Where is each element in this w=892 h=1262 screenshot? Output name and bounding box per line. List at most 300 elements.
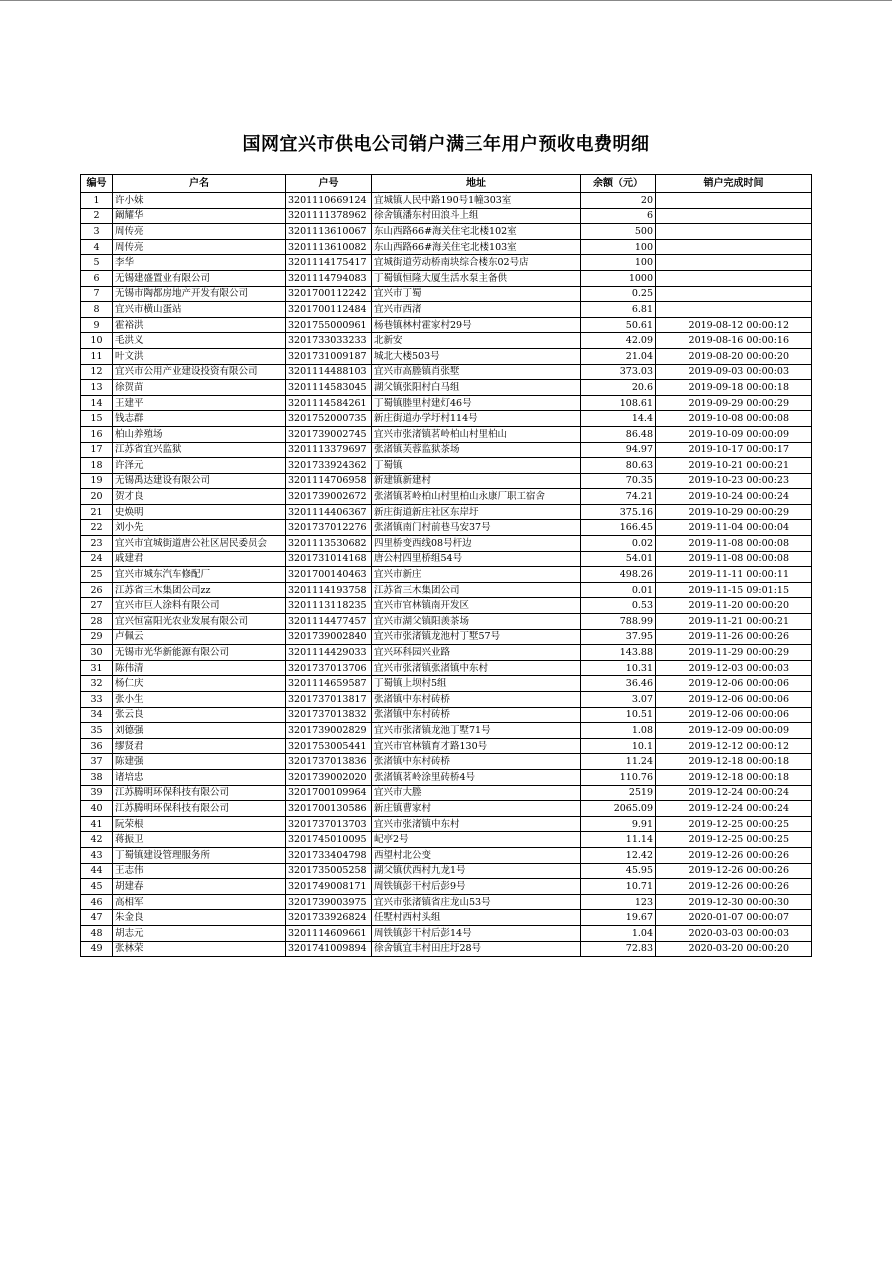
table-row [81,660,812,676]
column-header-address: 地址 [372,175,581,193]
balance-amount-cell: 10.71 [581,879,656,895]
account-number-cell: 3201737013832 [286,707,372,723]
row-number-cell: 21 [81,504,113,520]
table-row [81,239,812,255]
table-header-row [81,175,812,193]
table-row [81,520,812,536]
closing-time-cell [656,208,812,224]
closing-time-cell [656,255,812,271]
address-cell: 宜兴市张渚镇张渚镇中东村 [372,660,581,676]
balance-amount-cell: 11.14 [581,832,656,848]
customer-name-cell: 许小妹 [113,193,286,209]
customer-name-cell: 阚耀华 [113,208,286,224]
customer-name-cell: 无锡禹达建设有限公司 [113,473,286,489]
row-number-cell: 15 [81,411,113,427]
row-number-cell: 41 [81,816,113,832]
balance-amount-cell: 0.53 [581,598,656,614]
address-cell: 湖父镇张阳村白马组 [372,380,581,396]
address-cell: 宜兴市官林镇南开发区 [372,598,581,614]
closing-time-cell: 2019-12-06 00:00:06 [656,692,812,708]
closing-time-cell: 2019-09-29 00:00:29 [656,395,812,411]
address-cell: 张渚镇中东村砖桥 [372,692,581,708]
balance-amount-cell: 123 [581,894,656,910]
closing-time-cell: 2019-10-24 00:00:24 [656,489,812,505]
table-row [81,879,812,895]
address-cell: 西望村北公变 [372,847,581,863]
column-header-name: 户名 [113,175,286,193]
address-cell: 唐公村四里桥组54号 [372,551,581,567]
table-row [81,941,812,957]
account-number-cell: 3201739002840 [286,629,372,645]
account-number-cell: 3201113118235 [286,598,372,614]
address-cell: 新庄镇曹家村 [372,801,581,817]
customer-name-cell: 霍裕洪 [113,317,286,333]
balance-amount-cell: 6 [581,208,656,224]
balance-amount-cell: 10.1 [581,738,656,754]
customer-name-cell: 高相军 [113,894,286,910]
column-header-closing-time: 销户完成时间 [656,175,812,193]
address-cell: 屺亭2号 [372,832,581,848]
account-number-cell: 3201114706958 [286,473,372,489]
customer-name-cell: 钱志群 [113,411,286,427]
closing-time-cell: 2019-12-06 00:00:06 [656,707,812,723]
customer-name-cell: 张小生 [113,692,286,708]
customer-name-cell: 李华 [113,255,286,271]
account-number-cell: 3201110669124 [286,193,372,209]
address-cell: 宜兴市新庄 [372,567,581,583]
row-number-cell: 36 [81,738,113,754]
balance-amount-cell: 6.81 [581,302,656,318]
customer-name-cell: 阮荣根 [113,816,286,832]
table-row [81,380,812,396]
table-row [81,863,812,879]
customer-name-cell: 朱金良 [113,910,286,926]
closing-time-cell: 2019-11-26 00:00:26 [656,629,812,645]
account-number-cell: 3201733033233 [286,333,372,349]
balance-amount-cell: 37.95 [581,629,656,645]
address-cell: 江苏省三木集团公司 [372,582,581,598]
table-row [81,473,812,489]
top-border-line [0,0,892,1]
page-title: 国网宜兴市供电公司销户满三年用户预收电费明细 [242,134,650,155]
row-number-cell: 5 [81,255,113,271]
table-row [81,723,812,739]
account-number-cell: 3201739002020 [286,769,372,785]
customer-name-cell: 宜兴恒富阳光农业发展有限公司 [113,614,286,630]
account-number-cell: 3201733404798 [286,847,372,863]
row-number-cell: 22 [81,520,113,536]
address-cell: 湖父镇伏西村九龙1号 [372,863,581,879]
balance-amount-cell: 3.07 [581,692,656,708]
closing-time-cell: 2019-12-24 00:00:24 [656,801,812,817]
address-cell: 宜兴市张渚镇中东村 [372,816,581,832]
address-cell: 丁蜀镇恒隆大厦生活水泵主备供 [372,270,581,286]
customer-name-cell: 宜兴市宜城街道唐公社区居民委员会 [113,536,286,552]
row-number-cell: 32 [81,676,113,692]
table-row [81,567,812,583]
account-number-cell: 3201733924362 [286,458,372,474]
customer-name-cell: 江苏腾明环保科技有限公司 [113,801,286,817]
table-row [81,426,812,442]
balance-amount-cell: 0.01 [581,582,656,598]
balance-amount-cell: 14.4 [581,411,656,427]
row-number-cell: 8 [81,302,113,318]
customer-name-cell: 江苏省三木集团公司zz [113,582,286,598]
account-number-cell: 3201113610067 [286,224,372,240]
balance-amount-cell: 80.63 [581,458,656,474]
account-number-cell: 3201114659587 [286,676,372,692]
closing-time-cell: 2019-12-26 00:00:26 [656,879,812,895]
row-number-cell: 23 [81,536,113,552]
closing-time-cell: 2019-12-06 00:00:06 [656,676,812,692]
customer-name-cell: 周传亮 [113,224,286,240]
address-cell: 宜兴市张渚镇省庄龙山53号 [372,894,581,910]
customer-name-cell: 王志伟 [113,863,286,879]
closing-time-cell: 2019-11-29 00:00:29 [656,645,812,661]
address-cell: 丁蜀镇 [372,458,581,474]
column-header-balance: 余额（元） [581,175,656,193]
table-row [81,832,812,848]
account-number-cell: 3201749008171 [286,879,372,895]
balance-amount-cell: 86.48 [581,426,656,442]
closing-time-cell: 2019-11-11 00:00:11 [656,567,812,583]
row-number-cell: 3 [81,224,113,240]
address-cell: 宜兴市张渚镇龙池村丁墅57号 [372,629,581,645]
balance-amount-cell: 10.51 [581,707,656,723]
customer-name-cell: 卢佩云 [113,629,286,645]
customer-name-cell: 刘小先 [113,520,286,536]
table-row [81,614,812,630]
balance-amount-cell: 12.42 [581,847,656,863]
account-number-cell: 3201737013703 [286,816,372,832]
closing-time-cell: 2019-10-21 00:00:21 [656,458,812,474]
customer-name-cell: 史焕明 [113,504,286,520]
account-number-cell: 3201113610082 [286,239,372,255]
account-number-cell: 3201731014168 [286,551,372,567]
customer-name-cell: 陈建强 [113,754,286,770]
balance-amount-cell: 100 [581,239,656,255]
closing-time-cell: 2019-12-30 00:00:30 [656,894,812,910]
address-cell: 宜兴市官林镇育才路130号 [372,738,581,754]
address-cell: 张渚镇茗岭涂里砖桥4号 [372,769,581,785]
table-row [81,692,812,708]
table-row [81,676,812,692]
table-row [81,801,812,817]
closing-time-cell: 2019-11-15 09:01:15 [656,582,812,598]
table-body [81,193,812,957]
account-number-cell: 3201700140463 [286,567,372,583]
balance-amount-cell: 1.08 [581,723,656,739]
row-number-cell: 44 [81,863,113,879]
table-row [81,270,812,286]
address-cell: 宜城街道劳动桥南块综合楼东02号店 [372,255,581,271]
account-number-cell: 3201753005441 [286,738,372,754]
balance-amount-cell: 373.03 [581,364,656,380]
closing-time-cell: 2019-11-20 00:00:20 [656,598,812,614]
balance-amount-cell: 20 [581,193,656,209]
account-number-cell: 3201737012276 [286,520,372,536]
row-number-cell: 40 [81,801,113,817]
table-row [81,769,812,785]
closing-time-cell: 2019-09-18 00:00:18 [656,380,812,396]
balance-amount-cell: 0.02 [581,536,656,552]
customer-name-cell: 徐贺苗 [113,380,286,396]
closing-time-cell: 2019-12-09 00:00:09 [656,723,812,739]
table-row [81,317,812,333]
balance-amount-cell: 788.99 [581,614,656,630]
balance-amount-cell: 2519 [581,785,656,801]
closing-time-cell: 2019-09-03 00:00:03 [656,364,812,380]
customer-name-cell: 蒋振卫 [113,832,286,848]
table-row [81,348,812,364]
table-row [81,302,812,318]
address-cell: 北新安 [372,333,581,349]
account-number-cell: 3201737013836 [286,754,372,770]
address-cell: 周铁镇彭干村后彭9号 [372,879,581,895]
column-header-account: 户号 [286,175,372,193]
closing-time-cell [656,302,812,318]
closing-time-cell: 2019-08-20 00:00:20 [656,348,812,364]
closing-time-cell [656,286,812,302]
table-row [81,458,812,474]
row-number-cell: 48 [81,925,113,941]
account-number-cell: 3201113379697 [286,442,372,458]
table-row [81,582,812,598]
address-cell: 新庄街道办学圩村114号 [372,411,581,427]
customer-name-cell: 柏山养殖场 [113,426,286,442]
address-cell: 徐舍镇潘东村田浪斗上组 [372,208,581,224]
row-number-cell: 9 [81,317,113,333]
row-number-cell: 39 [81,785,113,801]
table-row [81,333,812,349]
closing-time-cell: 2020-03-20 00:00:20 [656,941,812,957]
address-cell: 宜兴市张渚镇龙池丁墅71号 [372,723,581,739]
customer-name-cell: 贺才良 [113,489,286,505]
table-row [81,707,812,723]
closing-time-cell: 2019-10-29 00:00:29 [656,504,812,520]
customer-name-cell: 无锡市光华新能源有限公司 [113,645,286,661]
table-row [81,395,812,411]
closing-time-cell: 2019-11-04 00:00:04 [656,520,812,536]
closing-time-cell: 2019-11-21 00:00:21 [656,614,812,630]
closing-time-cell [656,270,812,286]
table-row [81,286,812,302]
balance-amount-cell: 45.95 [581,863,656,879]
row-number-cell: 7 [81,286,113,302]
row-number-cell: 1 [81,193,113,209]
closing-time-cell: 2019-08-12 00:00:12 [656,317,812,333]
row-number-cell: 37 [81,754,113,770]
closing-time-cell: 2020-03-03 00:00:03 [656,925,812,941]
closing-time-cell: 2019-12-03 00:00:03 [656,660,812,676]
closing-time-cell: 2019-12-25 00:00:25 [656,816,812,832]
balance-amount-cell: 50.61 [581,317,656,333]
balance-amount-cell: 21.04 [581,348,656,364]
balance-amount-cell: 375.16 [581,504,656,520]
address-cell: 张渚镇中东村砖桥 [372,707,581,723]
row-number-cell: 31 [81,660,113,676]
account-number-cell: 3201755000961 [286,317,372,333]
address-cell: 宜兴市湖父镇阳羡茶场 [372,614,581,630]
closing-time-cell: 2019-11-08 00:00:08 [656,536,812,552]
customer-name-cell: 张林荣 [113,941,286,957]
customer-name-cell: 胡志元 [113,925,286,941]
row-number-cell: 42 [81,832,113,848]
balance-amount-cell: 20.6 [581,380,656,396]
row-number-cell: 33 [81,692,113,708]
balance-amount-cell: 110.76 [581,769,656,785]
balance-amount-cell: 42.09 [581,333,656,349]
customer-name-cell: 宜兴市巨人涂料有限公司 [113,598,286,614]
address-cell: 宜兴市西渚 [372,302,581,318]
balance-amount-cell: 2065.09 [581,801,656,817]
table-row [81,364,812,380]
customer-name-cell: 江苏省宜兴监狱 [113,442,286,458]
address-cell: 城北大楼503号 [372,348,581,364]
account-number-cell: 3201745010095 [286,832,372,848]
closing-time-cell: 2020-01-07 00:00:07 [656,910,812,926]
table-row [81,504,812,520]
row-number-cell: 11 [81,348,113,364]
balance-amount-cell: 0.25 [581,286,656,302]
closing-time-cell: 2019-12-18 00:00:18 [656,754,812,770]
row-number-cell: 12 [81,364,113,380]
customer-name-cell: 缪贤君 [113,738,286,754]
row-number-cell: 14 [81,395,113,411]
row-number-cell: 45 [81,879,113,895]
account-number-cell: 3201739003975 [286,894,372,910]
row-number-cell: 6 [81,270,113,286]
closing-time-cell: 2019-12-25 00:00:25 [656,832,812,848]
address-cell: 张渚镇芙蓉监狱茶场 [372,442,581,458]
row-number-cell: 4 [81,239,113,255]
table-row [81,847,812,863]
table-row [81,925,812,941]
account-number-cell: 3201111378962 [286,208,372,224]
row-number-cell: 25 [81,567,113,583]
row-number-cell: 28 [81,614,113,630]
customer-name-cell: 胡建春 [113,879,286,895]
closing-time-cell: 2019-10-08 00:00:08 [656,411,812,427]
account-number-cell: 3201700130586 [286,801,372,817]
closing-time-cell [656,224,812,240]
customer-name-cell: 无锡建盛置业有限公司 [113,270,286,286]
address-cell: 杨巷镇林村霍家村29号 [372,317,581,333]
table-row [81,208,812,224]
closing-time-cell: 2019-10-17 00:00:17 [656,442,812,458]
closing-time-cell: 2019-12-18 00:00:18 [656,769,812,785]
address-cell: 宜城镇人民中路190号1幢303室 [372,193,581,209]
row-number-cell: 17 [81,442,113,458]
account-number-cell: 3201114488103 [286,364,372,380]
account-number-cell: 3201113530682 [286,536,372,552]
row-number-cell: 16 [81,426,113,442]
balance-amount-cell: 94.97 [581,442,656,458]
table-row [81,645,812,661]
row-number-cell: 10 [81,333,113,349]
account-number-cell: 3201737013706 [286,660,372,676]
account-number-cell: 3201735005258 [286,863,372,879]
account-number-cell: 3201114406367 [286,504,372,520]
table-row [81,816,812,832]
balance-amount-cell: 54.01 [581,551,656,567]
address-cell: 宜兴市张渚镇茗岭柏山村里柏山 [372,426,581,442]
row-number-cell: 18 [81,458,113,474]
closing-time-cell: 2019-08-16 00:00:16 [656,333,812,349]
balance-amount-cell: 74.21 [581,489,656,505]
balance-amount-cell: 70.35 [581,473,656,489]
account-number-cell: 3201114609661 [286,925,372,941]
row-number-cell: 26 [81,582,113,598]
account-number-cell: 3201700112484 [286,302,372,318]
row-number-cell: 49 [81,941,113,957]
customer-name-cell: 叶文洪 [113,348,286,364]
balance-amount-cell: 72.83 [581,941,656,957]
row-number-cell: 27 [81,598,113,614]
customer-name-cell: 张云良 [113,707,286,723]
closing-time-cell: 2019-12-26 00:00:26 [656,863,812,879]
balance-amount-cell: 19.67 [581,910,656,926]
account-number-cell: 3201114794083 [286,270,372,286]
address-cell: 宜兴市高塍镇肖张墅 [372,364,581,380]
row-number-cell: 19 [81,473,113,489]
row-number-cell: 30 [81,645,113,661]
customer-name-cell: 丁蜀镇建设管理服务所 [113,847,286,863]
account-number-cell: 3201114477457 [286,614,372,630]
table-row [81,551,812,567]
closing-time-cell: 2019-10-23 00:00:23 [656,473,812,489]
account-number-cell: 3201114584261 [286,395,372,411]
address-cell: 四里桥变西线08号杆边 [372,536,581,552]
table-row [81,193,812,209]
customer-name-cell: 宜兴市城东汽车修配厂 [113,567,286,583]
table-row [81,598,812,614]
balance-amount-cell: 166.45 [581,520,656,536]
row-number-cell: 38 [81,769,113,785]
account-number-cell: 3201737013817 [286,692,372,708]
account-number-cell: 3201731009187 [286,348,372,364]
customer-name-cell: 无锡市陶都房地产开发有限公司 [113,286,286,302]
row-number-cell: 29 [81,629,113,645]
address-cell: 东山西路66#海关住宅北楼102室 [372,224,581,240]
balance-amount-cell: 11.24 [581,754,656,770]
table-row [81,910,812,926]
closing-time-cell: 2019-12-24 00:00:24 [656,785,812,801]
closing-time-cell [656,193,812,209]
customer-name-cell: 刘德强 [113,723,286,739]
table-row [81,442,812,458]
table-row [81,489,812,505]
balance-amount-cell: 143.88 [581,645,656,661]
customer-name-cell: 陈伟清 [113,660,286,676]
account-number-cell: 3201733926824 [286,910,372,926]
address-cell: 任墅村西村头组 [372,910,581,926]
address-cell: 丁蜀镇上坝村5组 [372,676,581,692]
account-number-cell: 3201741009894 [286,941,372,957]
customer-name-cell: 王建平 [113,395,286,411]
customer-name-cell: 江苏腾明环保科技有限公司 [113,785,286,801]
row-number-cell: 24 [81,551,113,567]
balance-amount-cell: 10.31 [581,660,656,676]
address-cell: 宜兴市大塍 [372,785,581,801]
address-cell: 徐舍镇宜丰村田庄圩28号 [372,941,581,957]
table-row [81,629,812,645]
account-number-cell: 3201114583045 [286,380,372,396]
balance-amount-cell: 36.46 [581,676,656,692]
closing-time-cell [656,239,812,255]
account-number-cell: 3201739002672 [286,489,372,505]
account-number-cell: 3201114429033 [286,645,372,661]
